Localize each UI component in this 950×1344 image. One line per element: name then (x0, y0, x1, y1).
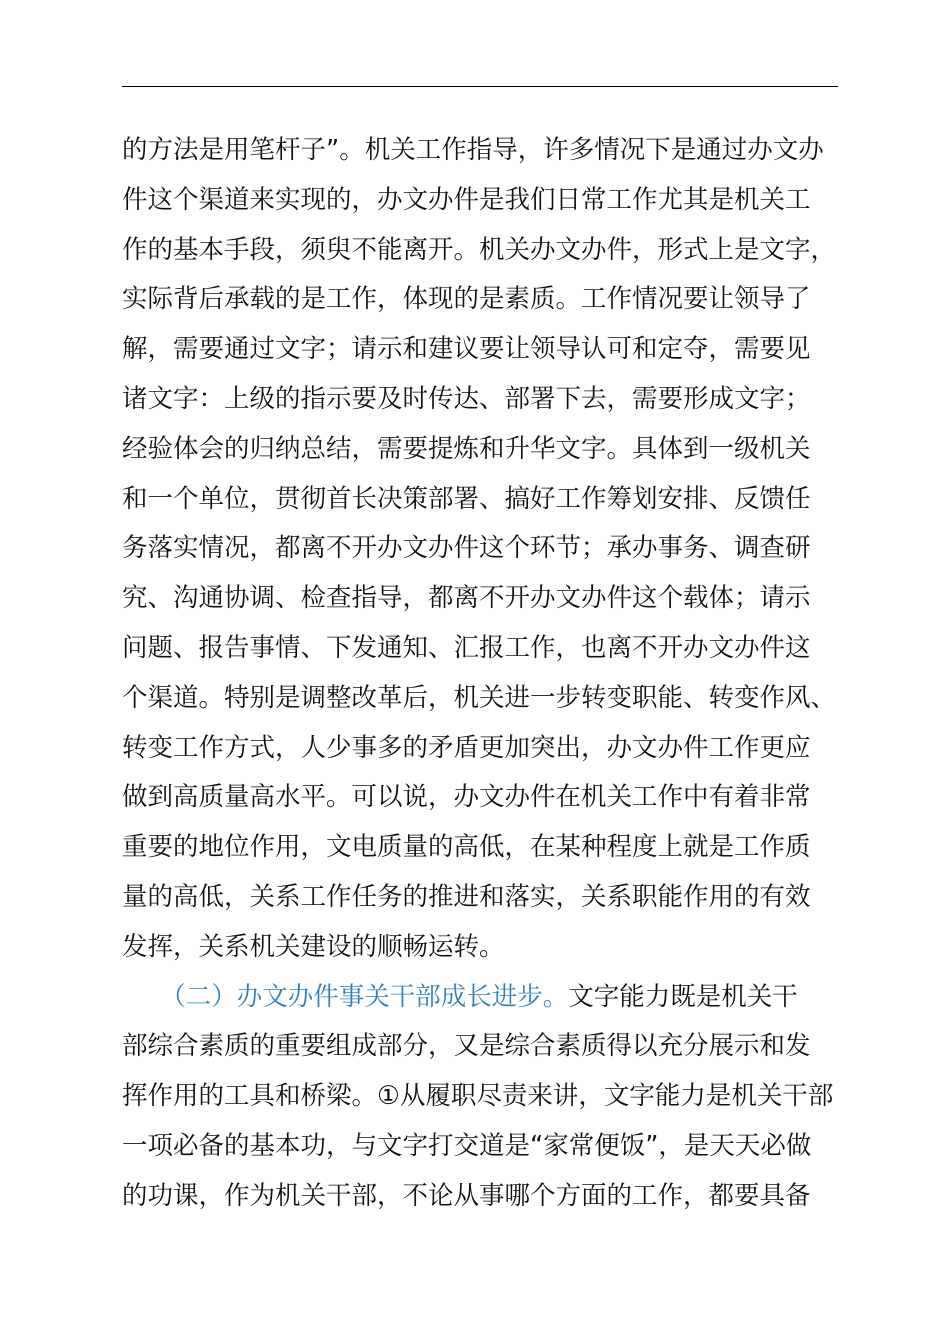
body-line: 务落实情况，都离不开办文办件这个环节；承办事务、调查研 (122, 533, 811, 564)
body-line: 实际背后承载的是工作，体现的是素质。工作情况要让领导了 (122, 284, 811, 315)
body-line: 的方法是用笔杆子”。机关工作指导，许多情况下是通过办文办 (122, 135, 824, 165)
body-line: 究、沟通协调、检查指导，都离不开办文办件这个载体；请示 (122, 583, 811, 614)
body-line: 经验体会的归纳总结，需要提炼和升华文字。具体到一级机关 (122, 433, 811, 464)
document-body (122, 126, 862, 1222)
body-line: 作的基本手段，须臾不能离开。机关办文办件，形式上是文字， (122, 234, 837, 265)
body-line: 做到高质量高水平。可以说，办文办件在机关工作中有着非常 (122, 782, 811, 813)
header-rule (122, 86, 838, 87)
body-line: 挥作用的工具和桥梁。①从履职尽责来讲，文字能力是机关干部 (122, 1081, 834, 1112)
section-2-heading: （二）办文办件事关干部成长进步。 (173, 981, 569, 1012)
body-line: 量的高低，关系工作任务的推进和落实，关系职能作用的有效 (122, 881, 811, 912)
body-line: 问题、报告事情、下发通知、汇报工作，也离不开办文办件这 (122, 632, 811, 663)
body-line: 解，需要通过文字；请示和建议要让领导认可和定夺，需要见 (122, 334, 811, 365)
body-line: 件这个渠道来实现的，办文办件是我们日常工作尤其是机关工 (122, 184, 811, 215)
body-line: 个渠道。特别是调整改革后，机关进一步转变职能、转变作风、 (122, 682, 837, 713)
body-line: 发挥，关系机关建设的顺畅运转。 (122, 931, 505, 962)
section-2-first-line (122, 973, 862, 1023)
body-line: 诸文字：上级的指示要及时传达、部署下去，需要形成文字； (122, 383, 811, 414)
paragraph-indent (122, 982, 173, 1012)
section-2-first-text: 文字能力既是机关干 (568, 981, 798, 1012)
body-line: 部综合素质的重要组成部分，又是综合素质得以充分展示和发 (122, 1031, 811, 1062)
body-line: 的功课，作为机关干部，不论从事哪个方面的工作，都要具备 (122, 1180, 811, 1211)
body-line: 一项必备的基本功，与文字打交道是“家常便饭”，是天天必做 (122, 1130, 812, 1161)
body-line: 重要的地位作用，文电质量的高低，在某种程度上就是工作质 (122, 832, 811, 863)
body-line: 转变工作方式，人少事多的矛盾更加突出，办文办件工作更应 (122, 732, 811, 763)
body-line: 和一个单位，贯彻首长决策部署、搞好工作筹划安排、反馈任 (122, 483, 811, 514)
